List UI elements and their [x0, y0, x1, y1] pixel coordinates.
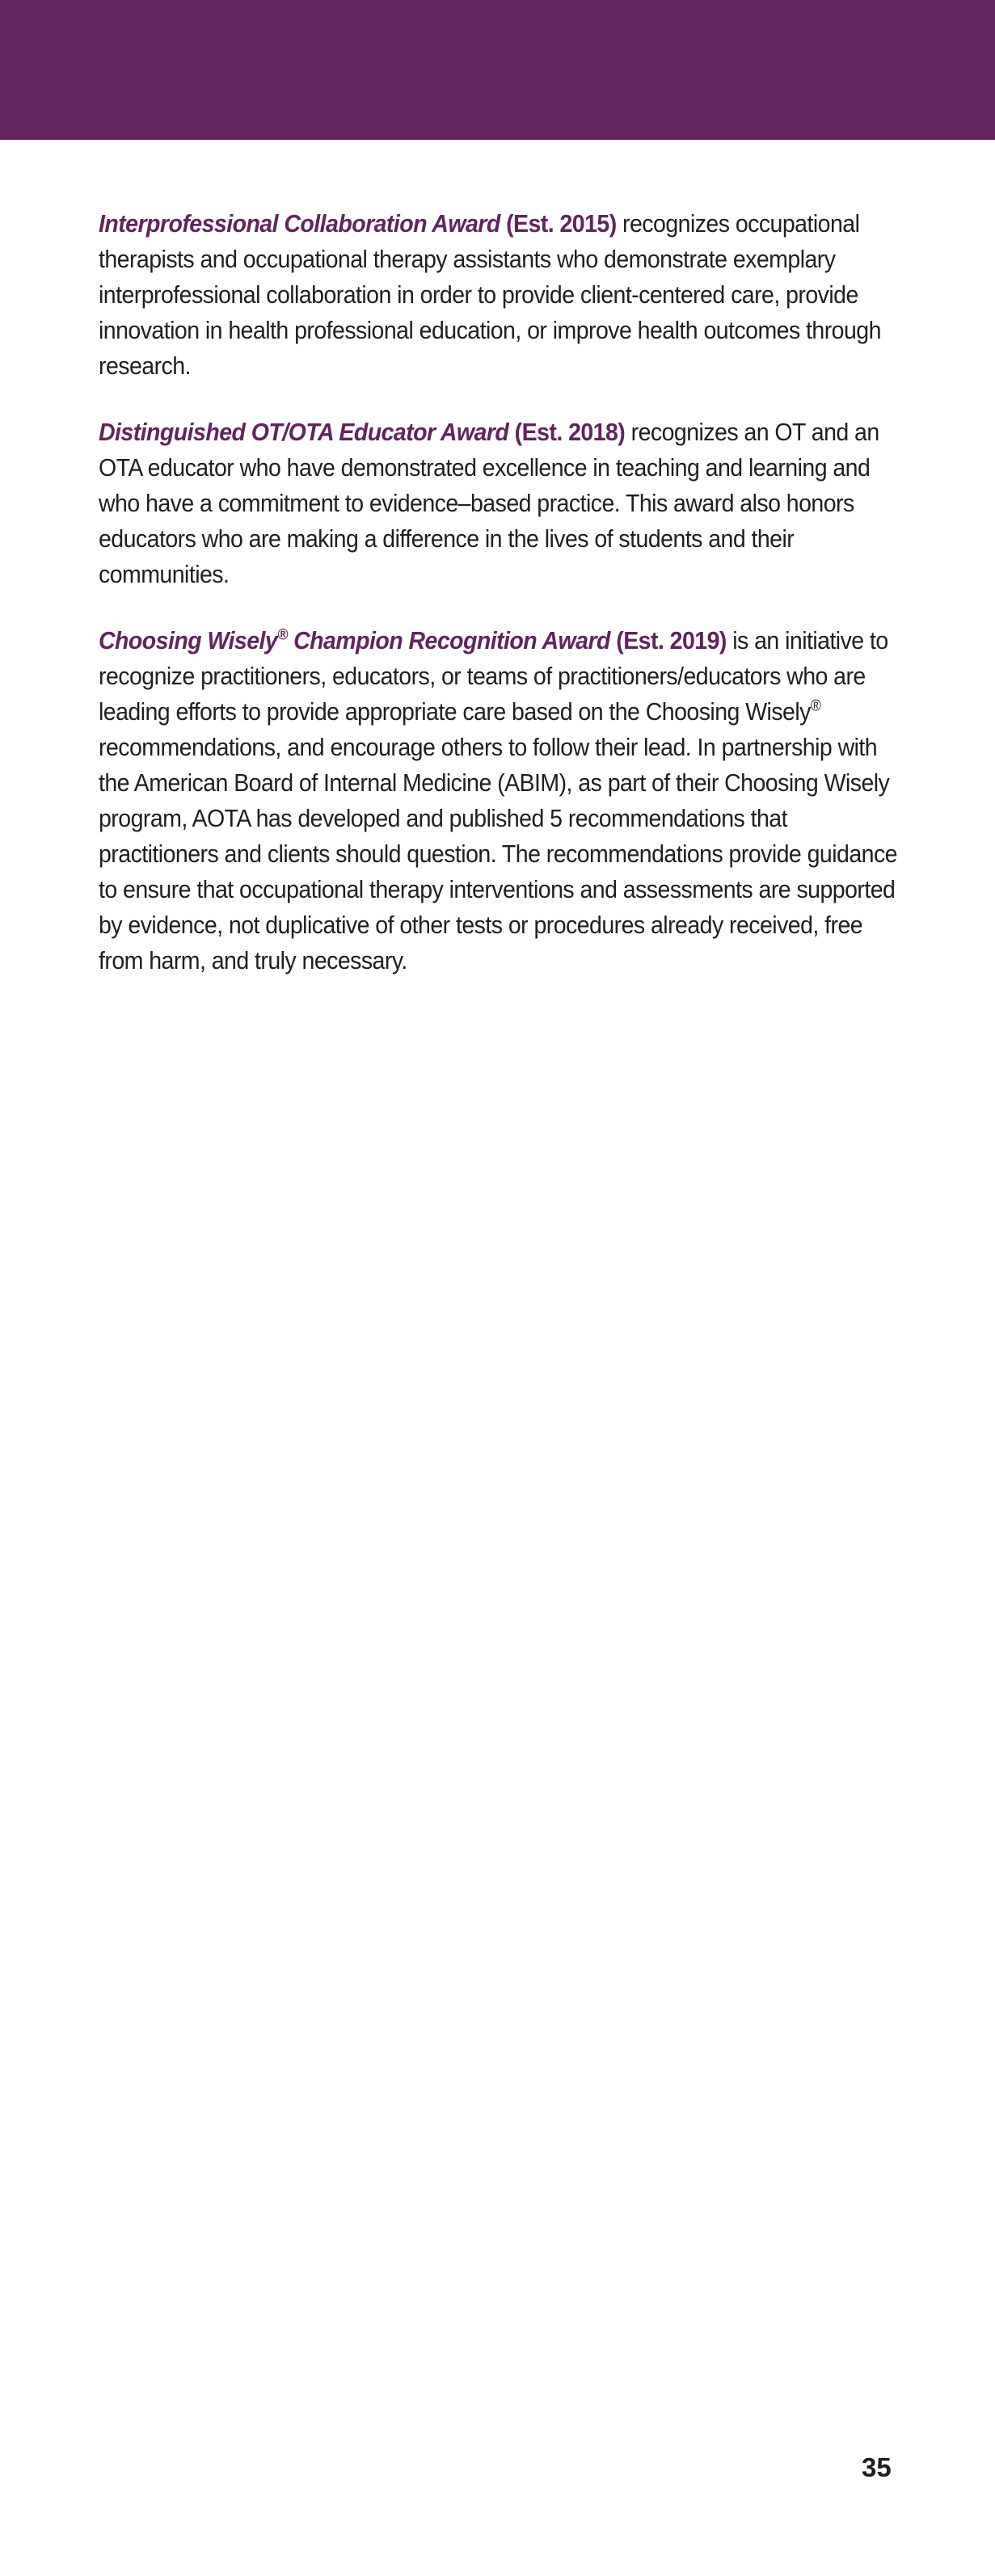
award-description: recognizes occupational therapists and occupational therapy assistants who demonstrate exemplary interprofessional collaboration in order to provide client-centered care, provide innovation in health professional education, or improve health outcomes through research.	[99, 209, 881, 380]
award-distinguished-educator	[99, 415, 909, 592]
awards-content	[99, 206, 907, 1009]
registered-mark: ®	[277, 626, 288, 644]
page-number: 35	[862, 2452, 892, 2482]
award-name: Interprofessional Collaboration Award	[99, 209, 500, 238]
award-interprofessional-collaboration	[99, 206, 909, 384]
award-established: (Est. 2019)	[616, 626, 727, 655]
award-description-part: is an initiative to recognize practitioners, educators, or teams of practitioners/educators who are leading efforts to provide appropriate care based on the Choosing Wisely	[99, 626, 888, 726]
award-name-part: Champion Recognition Award	[287, 626, 610, 655]
award-description	[99, 626, 897, 974]
award-description-part: recommendations, and encourage others to follow their lead. In partnership with the American Board of Internal Medicine (ABIM), as part of their Choosing Wisely program, AOTA has developed and published 5 recommendations that practitioners and clients should question. The recommendations provide guidance to ensure that occupational therapy interventions and assessments are supported by evidence, not duplicative of other tests or procedures already received, free from harm, and truly necessary.	[99, 733, 897, 974]
award-name	[99, 626, 610, 655]
award-established: (Est. 2015)	[506, 209, 617, 238]
award-choosing-wisely-champion	[99, 623, 909, 979]
registered-mark: ®	[810, 697, 821, 715]
award-description: recognizes an OT and an OTA educator who have demonstrated excellence in teaching and learning and who have a commitment to evidence–based practice. This award also honors educators who are making a difference in the lives of students and their communities.	[99, 418, 879, 588]
award-name-part: Choosing Wisely	[99, 626, 278, 655]
award-established: (Est. 2018)	[514, 418, 626, 446]
award-name: Distinguished OT/OTA Educator Award	[99, 418, 509, 446]
header-band	[0, 0, 995, 140]
